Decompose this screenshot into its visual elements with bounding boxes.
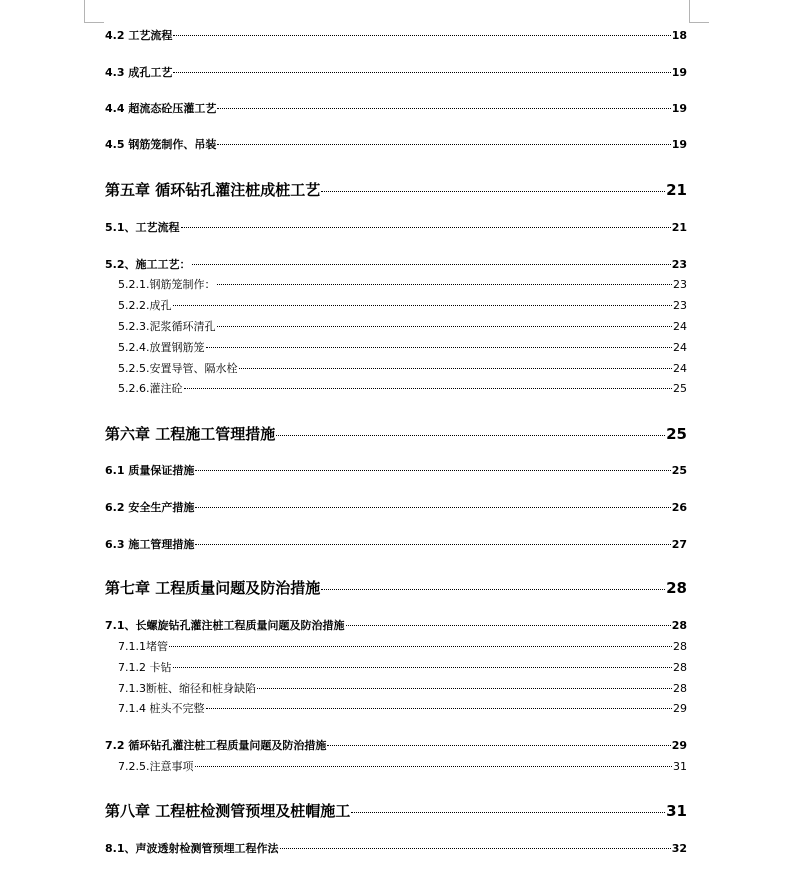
toc-entry-title: 4.3 成孔工艺: [105, 66, 173, 79]
toc-entry-title: 4.5 钢筋笼制作、吊装: [105, 138, 217, 151]
toc-entry-title: 第五章 循环钻孔灌注桩成桩工艺: [105, 181, 321, 199]
toc-chapter-entry[interactable]: [105, 800, 687, 821]
toc-dot-leader: [192, 264, 671, 265]
toc-entry[interactable]: [105, 737, 687, 753]
toc-chapter-entry[interactable]: [105, 179, 687, 200]
toc-dot-leader: [173, 305, 673, 306]
toc-entry-page: 28: [673, 661, 687, 674]
toc-entry[interactable]: [105, 536, 687, 552]
toc-entry-page: 28: [673, 682, 687, 695]
toc-entry-page: 23: [671, 258, 687, 271]
toc-entry-page: 31: [666, 802, 687, 820]
toc-entry-page: 27: [671, 538, 687, 551]
toc-subentry[interactable]: [118, 659, 687, 675]
toc-entry-title: 7.1、长螺旋钻孔灌注桩工程质量问题及防治措施: [105, 619, 345, 632]
toc-subentry[interactable]: [118, 680, 687, 696]
toc-entry[interactable]: [105, 64, 687, 80]
toc-entry-page: 18: [671, 29, 687, 42]
toc-entry-page: 26: [671, 501, 687, 514]
toc-dot-leader: [206, 347, 673, 348]
toc-dot-leader: [195, 470, 670, 471]
toc-entry-title: 6.3 施工管理措施: [105, 538, 195, 551]
toc-subentry[interactable]: [118, 360, 687, 376]
toc-entry-title: 5.1、工艺流程: [105, 221, 180, 234]
toc-entry-title: 5.2、施工工艺：: [105, 258, 191, 271]
toc-dot-leader: [351, 812, 665, 813]
toc-dot-leader: [195, 544, 670, 545]
toc-entry-page: 23: [673, 278, 687, 291]
toc-subentry[interactable]: [118, 758, 687, 774]
toc-chapter-entry[interactable]: [105, 577, 687, 598]
toc-entry-title: 5.2.5.安置导管、隔水栓: [118, 362, 238, 375]
toc-entry[interactable]: [105, 256, 687, 272]
toc-entry-title: 5.2.1.钢筋笼制作：: [118, 278, 216, 291]
toc-dot-leader: [169, 646, 672, 647]
toc-entry-title: 第八章 工程桩检测管预埋及桩帽施工: [105, 802, 351, 820]
toc-entry-page: 25: [671, 464, 687, 477]
toc-entry-title: 第六章 工程施工管理措施: [105, 425, 276, 443]
toc-entry[interactable]: [105, 499, 687, 515]
toc-dot-leader: [181, 227, 671, 228]
crop-mark: [84, 0, 85, 22]
toc-entry-page: 19: [671, 138, 687, 151]
toc-entry-title: 5.2.2.成孔: [118, 299, 172, 312]
toc-dot-leader: [346, 625, 671, 626]
toc-entry-title: 6.1 质量保证措施: [105, 464, 195, 477]
toc-entry-page: 25: [666, 425, 687, 443]
toc-entry-page: 21: [671, 221, 687, 234]
toc-entry-page: 24: [673, 320, 687, 333]
toc-chapter-entry[interactable]: [105, 423, 687, 444]
toc-entry-page: 19: [671, 102, 687, 115]
toc-entry-title: 6.2 安全生产措施: [105, 501, 195, 514]
toc-dot-leader: [184, 388, 673, 389]
toc-entry[interactable]: [105, 136, 687, 152]
toc-dot-leader: [276, 435, 665, 436]
toc-subentry[interactable]: [118, 700, 687, 716]
toc-dot-leader: [217, 144, 670, 145]
toc-entry-page: 28: [671, 619, 687, 632]
toc-dot-leader: [173, 667, 673, 668]
toc-subentry[interactable]: [118, 276, 687, 292]
toc-entry-title: 4.2 工艺流程: [105, 29, 173, 42]
toc-entry[interactable]: [105, 840, 687, 856]
toc-dot-leader: [195, 766, 673, 767]
toc-dot-leader: [206, 708, 673, 709]
toc-entry-title: 7.1.2 卡钻: [118, 661, 172, 674]
crop-mark: [689, 0, 690, 22]
toc-dot-leader: [195, 507, 670, 508]
toc-entry[interactable]: [105, 219, 687, 235]
toc-entry-page: 31: [673, 760, 687, 773]
toc-entry[interactable]: [105, 462, 687, 478]
toc-entry-title: 7.1.3断桩、缩径和桩身缺陷: [118, 682, 256, 695]
crop-mark: [84, 22, 104, 23]
toc-entry[interactable]: [105, 100, 687, 116]
toc-entry-title: 第七章 工程质量问题及防治措施: [105, 579, 321, 597]
toc-subentry[interactable]: [118, 339, 687, 355]
toc-dot-leader: [321, 589, 665, 590]
toc-entry-title: 5.2.6.灌注砼: [118, 382, 183, 395]
toc-entry-title: 7.1.1堵管: [118, 640, 168, 653]
toc-entry-title: 8.1、声波透射检测管预埋工程作法: [105, 842, 279, 855]
toc-entry[interactable]: [105, 617, 687, 633]
toc-entry-page: 28: [673, 640, 687, 653]
toc-entry-page: 24: [673, 341, 687, 354]
toc-entry-page: 21: [666, 181, 687, 199]
toc-entry-page: 25: [673, 382, 687, 395]
toc-entry-page: 32: [671, 842, 687, 855]
toc-subentry[interactable]: [118, 318, 687, 334]
crop-mark: [689, 22, 709, 23]
toc-dot-leader: [217, 108, 670, 109]
toc-dot-leader: [173, 35, 670, 36]
toc-subentry[interactable]: [118, 638, 687, 654]
toc-entry-page: 24: [673, 362, 687, 375]
toc-dot-leader: [217, 284, 673, 285]
toc-dot-leader: [217, 326, 673, 327]
toc-entry-page: 23: [673, 299, 687, 312]
toc-dot-leader: [327, 745, 670, 746]
toc-entry-page: 28: [666, 579, 687, 597]
toc-subentry[interactable]: [118, 380, 687, 396]
toc-entry[interactable]: [105, 27, 687, 43]
toc-entry-title: 7.1.4 桩头不完整: [118, 702, 205, 715]
toc-entry-page: 29: [671, 739, 687, 752]
toc-entry-title: 4.4 超流态砼压灌工艺: [105, 102, 217, 115]
toc-entry-page: 29: [673, 702, 687, 715]
toc-subentry[interactable]: [118, 297, 687, 313]
toc-entry-title: 5.2.4.放置钢筋笼: [118, 341, 205, 354]
toc-dot-leader: [257, 688, 672, 689]
toc-dot-leader: [280, 848, 671, 849]
toc-entry-title: 5.2.3.泥浆循环清孔: [118, 320, 216, 333]
toc-dot-leader: [321, 191, 665, 192]
toc-entry-page: 19: [671, 66, 687, 79]
toc-dot-leader: [173, 72, 670, 73]
toc-entry-title: 7.2.5.注意事项: [118, 760, 194, 773]
toc-entry-title: 7.2 循环钻孔灌注桩工程质量问题及防治措施: [105, 739, 327, 752]
toc-dot-leader: [239, 368, 673, 369]
